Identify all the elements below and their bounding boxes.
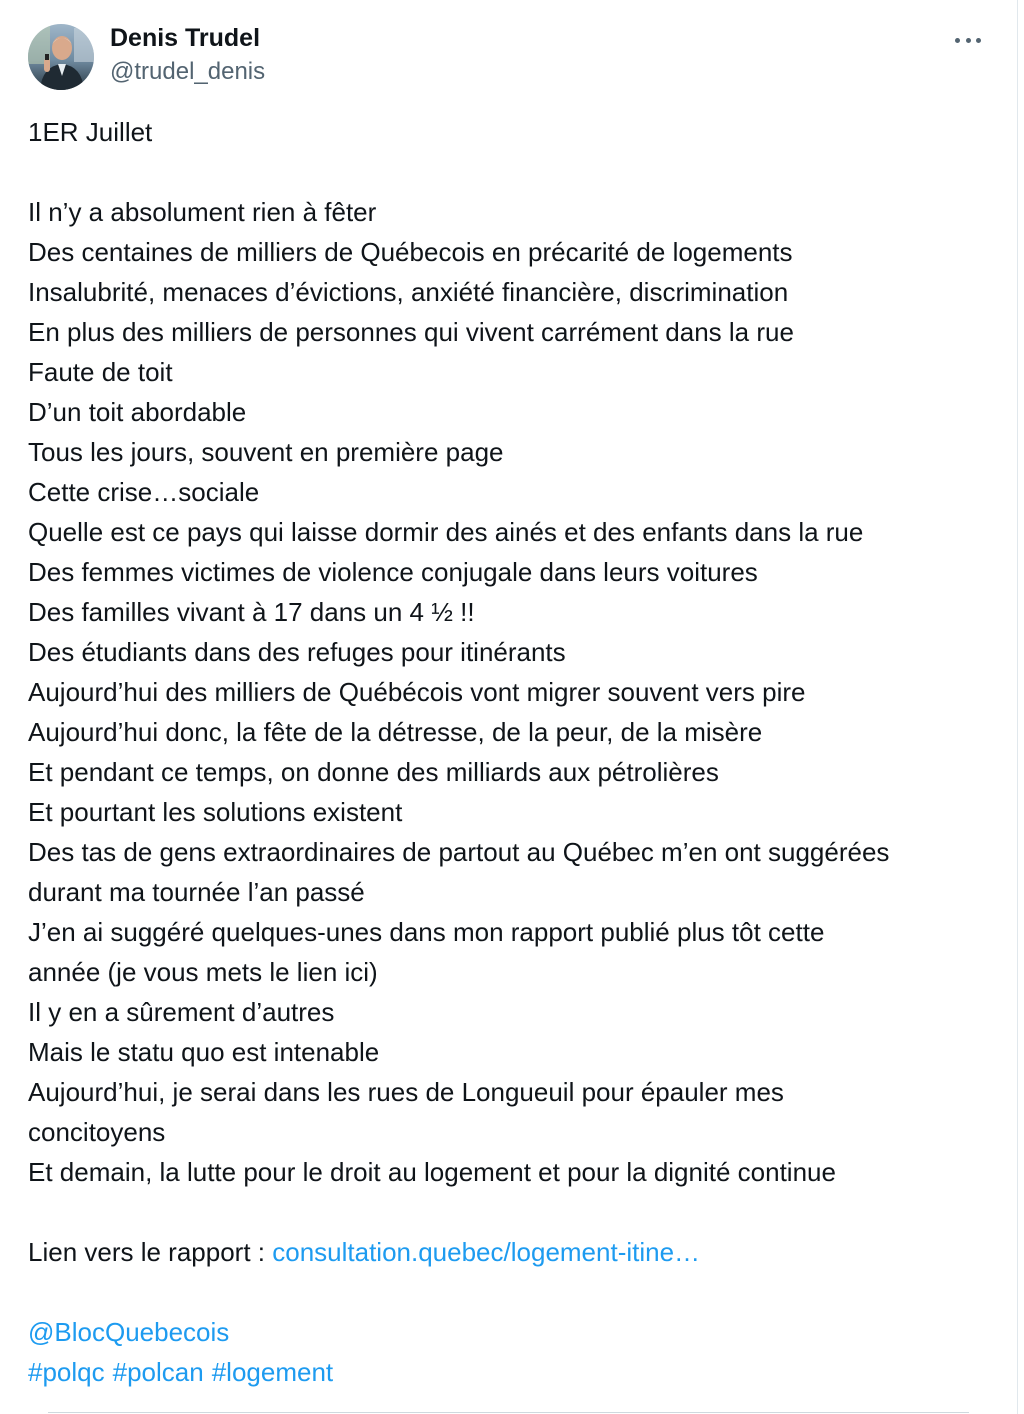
tweet-line: Des étudiants dans des refuges pour itinérants [28,637,566,667]
tweet-line: durant ma tournée l’an passé [28,877,365,907]
hashtag-link[interactable]: #logement [211,1357,334,1387]
tweet-line: D’un toit abordable [28,397,247,427]
tweet-line: En plus des milliers de personnes qui vivent carrément dans la rue [28,317,794,347]
tweet-lines [28,192,988,1192]
tweet-line: Tous les jours, souvent en première page [28,437,504,467]
tweet-line: Il n’y a absolument rien à fêter [28,197,377,227]
tweet-line: Mais le statu quo est intenable [28,1037,380,1067]
paragraph-gap [28,152,988,192]
author-display-name[interactable]: Denis Trudel [110,24,261,52]
report-link[interactable]: consultation.quebec/logement-itine… [272,1237,701,1267]
author-handle[interactable]: @trudel_denis [110,58,266,85]
tweet-line: Et pourtant les solutions existent [28,797,403,827]
report-link-prefix: Lien vers le rapport : [28,1237,273,1267]
tweet-line: Aujourd’hui, je serai dans les rues de Longueuil pour épauler mes [28,1077,784,1107]
tweet-line: Il y en a sûrement d’autres [28,997,335,1027]
tweet-header [28,22,989,92]
paragraph-gap [28,1192,988,1232]
tweet-line: année (je vous mets le lien ici) [28,957,378,987]
tweet-line: Aujourd’hui des milliers de Québécois vont migrer souvent vers pire [28,677,806,707]
tweet-line: Des centaines de milliers de Québecois en précarité de logements [28,237,793,267]
hashtags-line [28,1352,988,1392]
tweet-line: Et demain, la lutte pour le droit au logement et pour la dignité continue [28,1157,836,1187]
tweet-line: Faute de toit [28,357,173,387]
tweet-line: concitoyens [28,1117,166,1147]
mention-line [28,1312,988,1352]
tweet-title-line: 1ER Juillet [28,117,153,147]
tweet-text [28,112,988,1392]
tweet-line: Des femmes victimes de violence conjugale dans leurs voitures [28,557,758,587]
tweet-line: Insalubrité, menaces d’évictions, anxiété financière, discrimination [28,277,789,307]
divider [48,1412,969,1413]
more-horizontal-icon[interactable] [951,30,985,50]
tweet-line: Cette crise…sociale [28,477,260,507]
tweet-line: Quelle est ce pays qui laisse dormir des ainés et des enfants dans la rue [28,517,864,547]
report-link-line [28,1232,988,1272]
avatar-photo-icon [28,24,94,90]
hashtag-link[interactable]: #polcan [112,1357,204,1387]
dot [976,38,981,43]
paragraph-gap [28,1272,988,1312]
dot [955,38,960,43]
tweet-line: Des tas de gens extraordinaires de partout au Québec m’en ont suggérées [28,837,890,867]
tweet-line: Aujourd’hui donc, la fête de la détresse, de la peur, de la misère [28,717,763,747]
tweet-line: Et pendant ce temps, on donne des milliards aux pétrolières [28,757,719,787]
tweet-line: Des familles vivant à 17 dans un 4 ½ !! [28,597,475,627]
mention-link[interactable]: @BlocQuebecois [28,1317,230,1347]
tweet-line: J’en ai suggéré quelques-unes dans mon rapport publié plus tôt cette [28,917,825,947]
hashtag-link[interactable]: #polqc [28,1357,105,1387]
author-avatar[interactable] [28,24,94,90]
author-info [110,22,265,88]
dot [966,38,971,43]
